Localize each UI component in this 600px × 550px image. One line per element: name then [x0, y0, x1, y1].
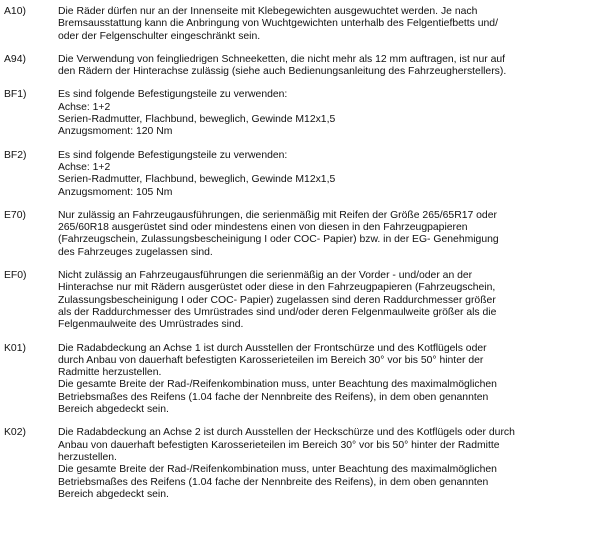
note-line: den Rädern der Hinterachse zulässig (siehe auch Bedienungsanleitung des Fahrzeugherstellers). — [58, 66, 507, 78]
note-line: Anzugsmoment: 120 Nm — [58, 126, 173, 138]
note-text — [58, 150, 586, 199]
note-entry-k01 — [0, 343, 600, 417]
note-line: Die Räder dürfen nur an der Innenseite mit Klebegewichten ausgewuchtet werden. Je nach — [58, 6, 478, 17]
note-line: Bereich abgedeckt sein. — [58, 404, 169, 416]
note-entry-e70 — [0, 210, 600, 259]
note-line: Betriebsmaßes des Reifens (1.04 fache der Nennbreite des Reifens), in dem oben genannten — [58, 476, 489, 488]
note-text — [58, 54, 586, 79]
note-entry-k02 — [0, 427, 600, 501]
note-line: Serien-Radmutter, Flachbund, beweglich, Gewinde M12x1,5 — [58, 174, 336, 186]
note-line: Bereich abgedeckt sein. — [58, 488, 169, 500]
note-line: Die Verwendung von feingliedrigen Schneeketten, die nicht mehr als 12 mm auftragen, ist nur auf — [58, 53, 506, 65]
note-code: E70) — [4, 209, 26, 221]
note-code: A10) — [4, 6, 26, 17]
note-line: Die Radabdeckung an Achse 1 ist durch Ausstellen der Frontschürze und des Kotflügels oder — [58, 342, 487, 354]
note-text — [58, 270, 586, 331]
note-code: K01) — [4, 342, 26, 354]
note-code: BF1) — [4, 89, 27, 101]
note-text — [58, 210, 586, 259]
note-line: Serien-Radmutter, Flachbund, beweglich, Gewinde M12x1,5 — [58, 114, 336, 126]
note-line: Es sind folgende Befestigungsteile zu verwenden: — [58, 89, 288, 101]
note-line: Felgenmaulweite des Umrüstrades sind. — [58, 319, 244, 331]
note-line: Die Radabdeckung an Achse 2 ist durch Ausstellen der Heckschürze und des Kotflügels oder durch — [58, 427, 515, 439]
note-text — [58, 6, 586, 43]
note-code: K02) — [4, 427, 26, 439]
note-line: Die gesamte Breite der Rad-/Reifenkombination muss, unter Beachtung des maximalmöglichen — [58, 379, 497, 391]
note-line: Nicht zulässig an Fahrzeugausführungen die serienmäßig an der Vorder - und/oder an der — [58, 270, 473, 282]
note-entry-a94 — [0, 54, 600, 79]
note-line: des Fahrzeuges zugelassen sind. — [58, 246, 213, 258]
note-text — [58, 89, 586, 138]
note-entry-bf1 — [0, 89, 600, 138]
note-line: als der Raddurchmesser des Umrüstrades sind und/oder deren Felgenmaulweite größer als die — [58, 306, 497, 318]
note-code: BF2) — [4, 149, 27, 161]
note-code: A94) — [4, 53, 26, 65]
note-line: (Fahrzeugschein, Zulassungsbescheinigung I oder COC- Papier) bzw. in der EG- Genehmigung — [58, 234, 499, 246]
note-line: Radmitte herzustellen. — [58, 367, 162, 379]
note-line: Bremsausstattung kann die Anbringung von Wuchtgewichten unterhalb des Felgentiefbetts und/ — [58, 18, 498, 30]
note-line: Betriebsmaßes des Reifens (1.04 fache der Nennbreite des Reifens), in dem oben genannten — [58, 391, 489, 403]
note-text — [58, 343, 586, 417]
note-entry-ef0 — [0, 270, 600, 331]
note-line: Es sind folgende Befestigungsteile zu verwenden: — [58, 149, 288, 161]
note-code: EF0) — [4, 270, 27, 282]
note-line: Anbau von dauerhaft befestigten Karosserieteilen im Bereich 30° vor bis 50° hinter der Radmitte — [58, 439, 500, 451]
note-line: Anzugsmoment: 105 Nm — [58, 186, 173, 198]
note-line: herzustellen. — [58, 451, 117, 463]
note-line: Hinterachse nur mit Rädern ausgerüstet oder diese in den Fahrzeugpapieren (Fahrzeugschein, — [58, 282, 496, 294]
note-line: Nur zulässig an Fahrzeugausführungen, die serienmäßig mit Reifen der Größe 265/65R17 oder — [58, 209, 497, 221]
note-entry-bf2 — [0, 150, 600, 199]
note-line: 265/60R18 ausgerüstet sind oder mindestens einen von diesen in den Fahrzeugpapieren — [58, 222, 468, 234]
note-text — [58, 427, 586, 501]
note-line: Die gesamte Breite der Rad-/Reifenkombination muss, unter Beachtung des maximalmöglichen — [58, 464, 497, 476]
note-line: Achse: 1+2 — [58, 101, 111, 113]
note-line: durch Anbau von dauerhaft befestigten Karosserieteilen im Bereich 30° vor bis 50° hinter der — [58, 354, 484, 366]
note-entry-a10 — [0, 6, 600, 43]
note-line: Achse: 1+2 — [58, 161, 111, 173]
note-line: Zulassungsbescheinigung I oder COC- Papier) zugelassen sind deren Raddurchmesser größer — [58, 294, 496, 306]
note-line: oder der Felgenschulter eingeschränkt sein. — [58, 30, 261, 42]
